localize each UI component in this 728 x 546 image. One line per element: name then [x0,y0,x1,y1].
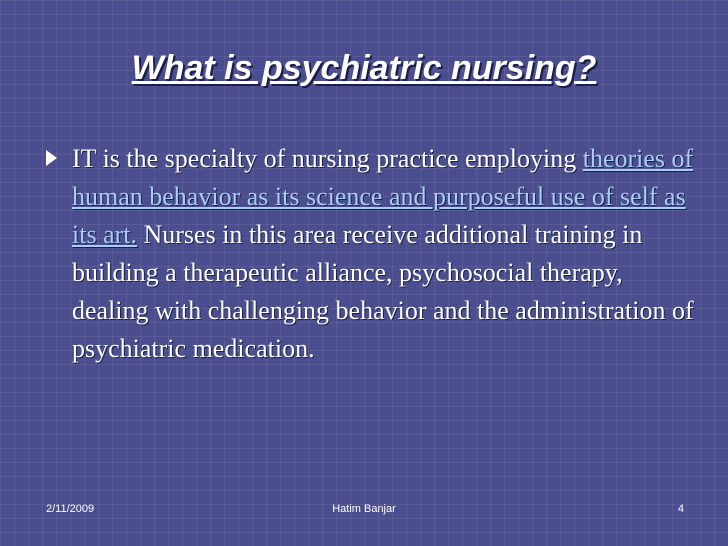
hyperlink-theories[interactable]: theories of human behavior as its science and purposeful use of self as its art. [72,144,694,249]
footer-author: Hatim Banjar [332,503,396,515]
footer-page-number: 4 [677,503,684,515]
bullet-text-end: Nurses in this area receive additional training in building a therapeutic alliance, psychosocial therapy, dealing with challenging behavior and the administration of psychiatric medication. [72,220,694,363]
footer-date: 2/11/2009 [46,503,95,515]
bullet-point [40,140,700,368]
bullet-text-start: IT is the specialty of nursing practice employing [72,144,583,173]
bullet-icon [46,150,57,166]
slide-title: What is psychiatric nursing? [131,49,597,87]
bullet-text [72,140,700,368]
